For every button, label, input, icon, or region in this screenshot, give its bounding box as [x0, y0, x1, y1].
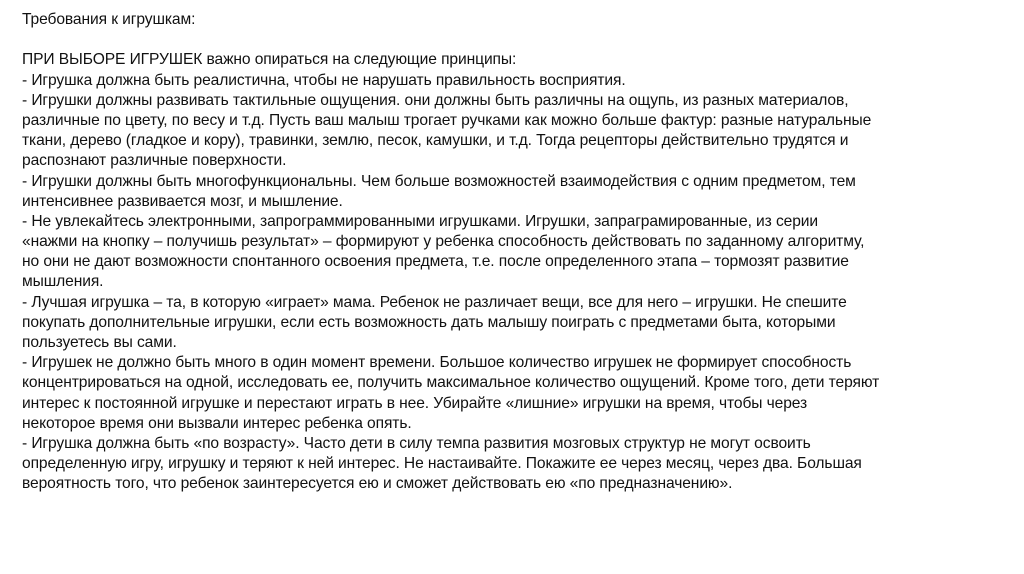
text-line: вероятность того, что ребенок заинтересуется ею и сможет действовать ею «по предназначению». — [22, 475, 733, 493]
text-line: - Лучшая игрушка – та, в которую «играет» мама. Ребенок не различает вещи, все для него – игрушки. Не спешите — [22, 293, 847, 311]
text-line: интерес к постоянной игрушке и перестают играть в нее. Убирайте «лишние» игрушки на время, чтобы через — [22, 394, 808, 412]
text-line: - Не увлекайтесь электронными, запрограммированными игрушками. Игрушки, запраграмированные, из серии — [22, 212, 819, 230]
text-line: - Игрушки должны быть многофункциональны. Чем больше возможностей взаимодействия с одним предметом, тем — [22, 172, 856, 190]
document-body — [22, 50, 1008, 494]
blank-line — [22, 30, 1008, 50]
text-line: - Игрушки должны развивать тактильные ощущения. они должны быть различны на ощупь, из разных материалов, — [22, 91, 849, 109]
text-line: пользуетесь вы сами. — [22, 334, 177, 351]
text-line: - Игрушек не должно быть много в один момент времени. Большое количество игрушек не формирует способность — [22, 354, 852, 372]
text-line: ПРИ ВЫБОРЕ ИГРУШЕК важно опираться на следующие принципы: — [22, 51, 517, 69]
text-line: - Игрушка должна быть «по возрасту». Часто дети в силу темпа развития мозговых структур не могут освоить — [22, 434, 811, 452]
text-line: мышления. — [22, 273, 104, 291]
text-line: - Игрушка должна быть реалистична, чтобы не нарушать правильность восприятия. — [22, 71, 626, 89]
text-line: концентрироваться на одной, исследовать ее, получить максимальное количество ощущений. Кроме того, дети теряют — [22, 374, 880, 392]
text-line: определенную игру, игрушку и теряют к ней интерес. Не настаивайте. Покажите ее через месяц, через два. Большая — [22, 455, 862, 473]
text-line: покупать дополнительные игрушки, если есть возможность дать малышу поиграть с предметами быта, которыми — [22, 313, 836, 331]
text-line: некоторое время они вызвали интерес ребенка опять. — [22, 414, 412, 432]
document-title: Требования к игрушкам: — [22, 11, 196, 28]
text-line: но они не дают возможности спонтанного освоения предмета, т.е. после определенного этапа – тормозят развитие — [22, 253, 849, 271]
text-line: интенсивнее развивается мозг, и мышление. — [22, 192, 343, 210]
text-line: распознают различные поверхности. — [22, 152, 287, 170]
text-line: различные по цвету, по весу и т.д. Пусть ваш малыш трогает ручками как можно больше фактур: разные натуральные — [22, 111, 872, 129]
text-line: «нажми на кнопку – получишь результат» – формируют у ребенка способность действовать по заданному алгоритму, — [22, 233, 865, 251]
text-line: ткани, дерево (гладкое и кору), травинки, землю, песок, камушки, и т.д. Тогда рецепторы действительно трудятся и — [22, 132, 849, 150]
